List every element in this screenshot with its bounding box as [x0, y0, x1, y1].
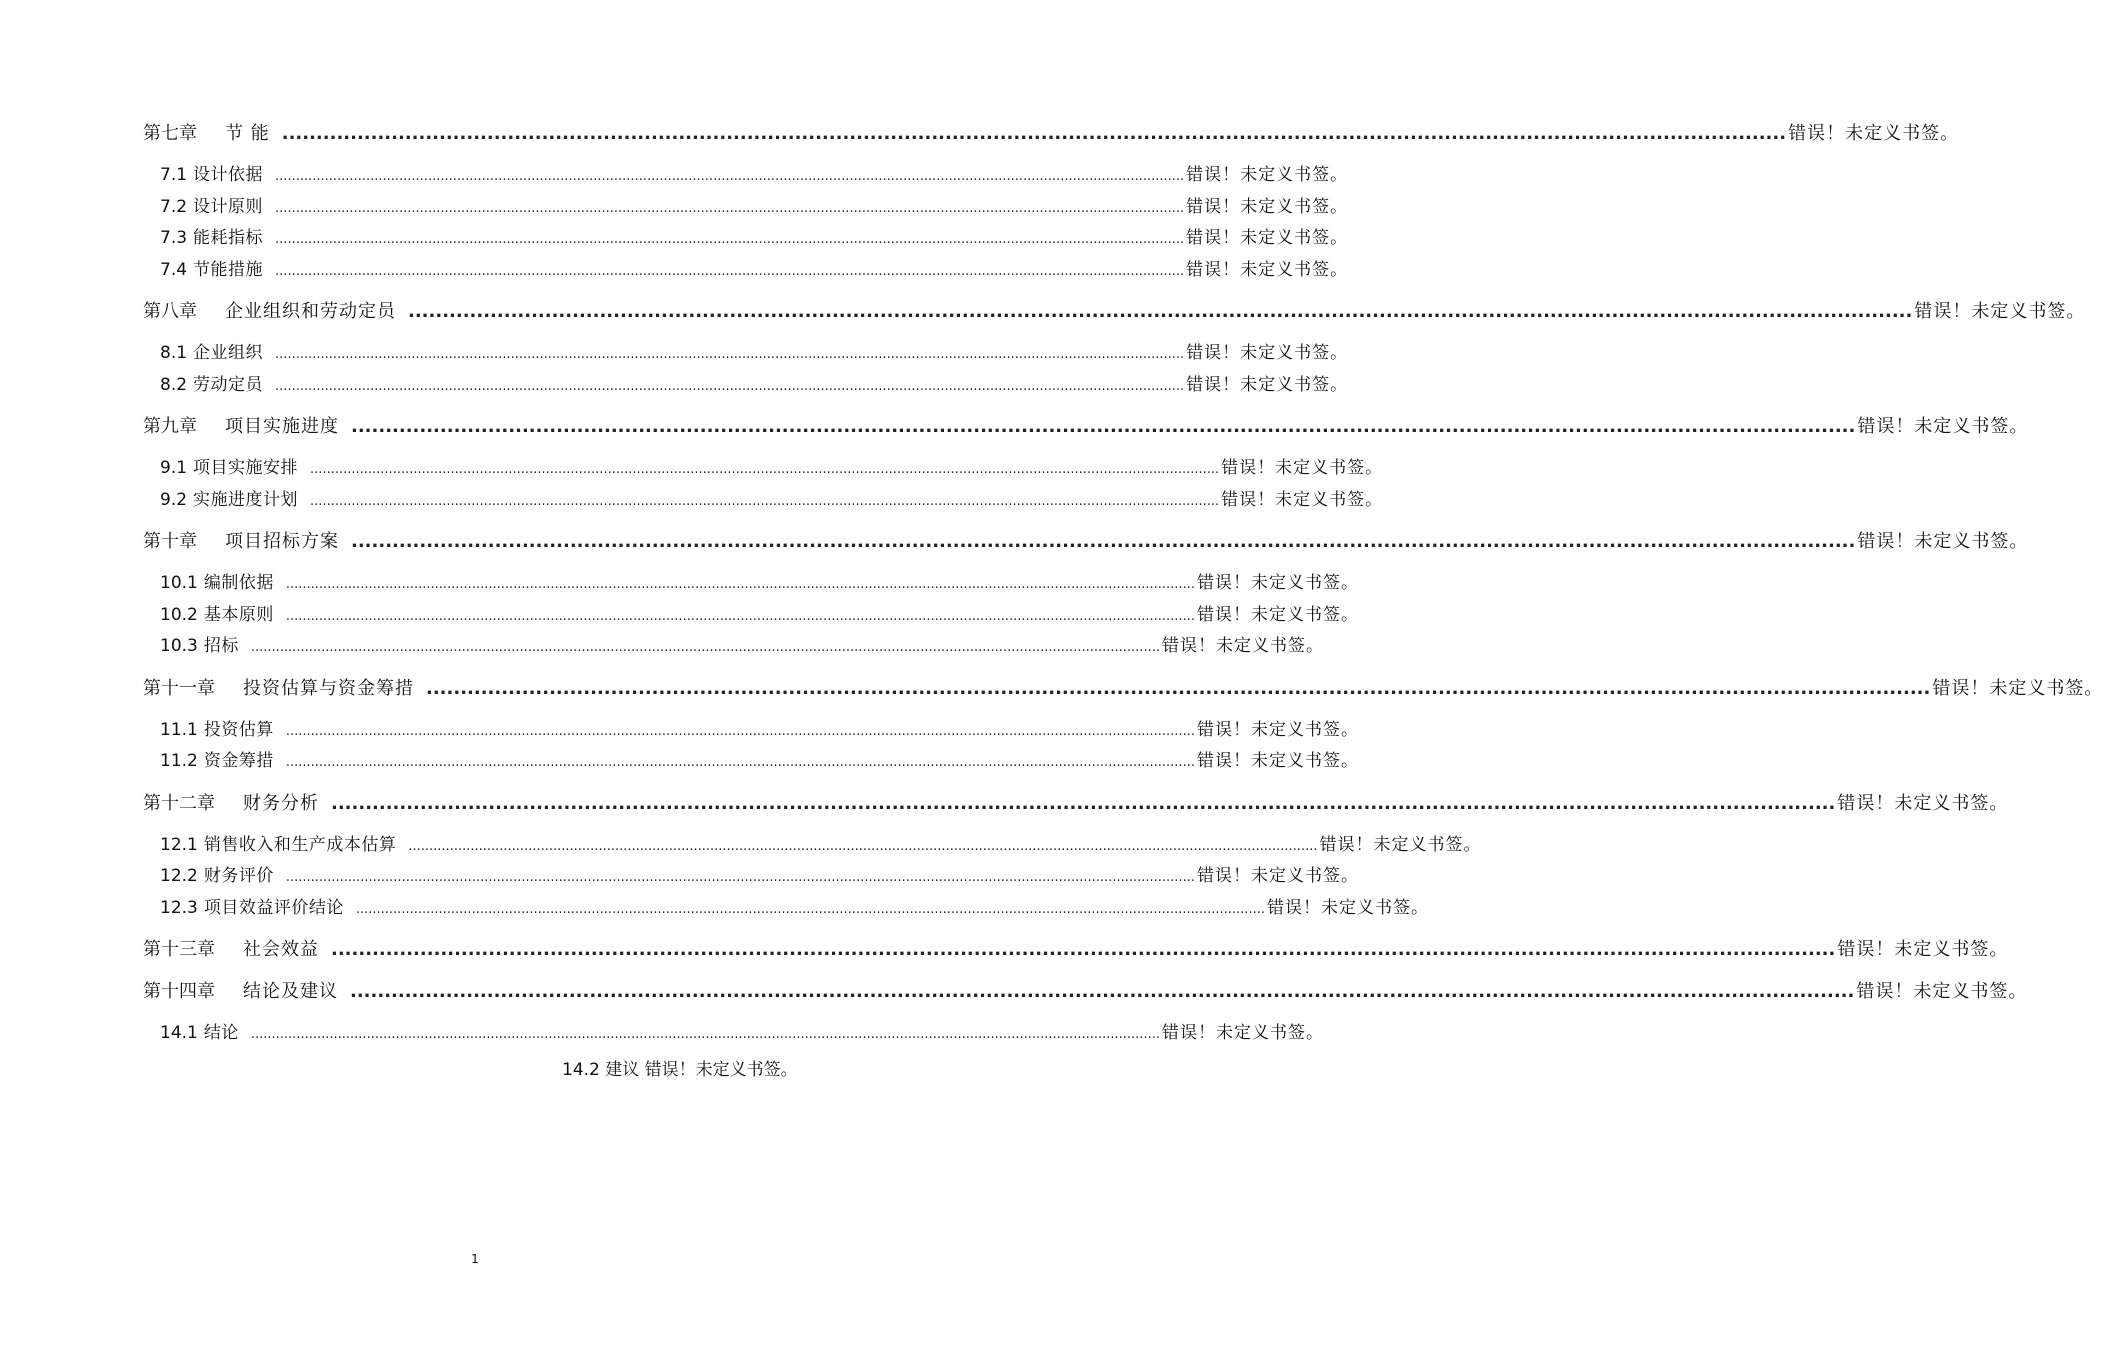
toc-entry-label [160, 631, 239, 663]
toc-entry-title: 财务分析 [243, 792, 319, 814]
toc-leader-dots: ............................................................................................................................................................................................................................ [275, 200, 1185, 216]
toc-leader-dots: ............................................................................................................................................................................................................................ [285, 608, 1195, 624]
toc-chapter-entry[interactable] [143, 296, 2086, 328]
toc-entry-label [143, 788, 319, 820]
toc-entry-number: 12.1 [160, 834, 198, 855]
toc-entry-label [143, 976, 338, 1008]
toc-entry-number: 11.1 [160, 719, 198, 740]
toc-page-reference: 错误！未定义书签。 [1221, 458, 1384, 478]
toc-page-reference: 错误！未定义书签。 [1186, 196, 1349, 217]
toc-entry-number: 第十四章 [143, 981, 215, 1002]
toc-entry-title: 编制依据 [203, 573, 274, 593]
toc-section-entry[interactable] [143, 600, 1359, 632]
toc-leader-dots: ............................................................................................................................................................................................................................ [285, 723, 1195, 739]
toc-entry-title: 投资估算与资金筹措 [243, 677, 414, 699]
toc-leader-dots: ............................................................................................................................................................................................................................ [285, 577, 1195, 592]
toc-section-entry[interactable] [143, 370, 1349, 402]
toc-entry-title: 项目效益评价结论 [203, 897, 344, 918]
toc-page-reference: 错误！未定义书签。 [1856, 981, 2028, 1002]
toc-chapter-entry[interactable] [143, 788, 2009, 820]
toc-leader-dots: ............................................................................................................................................................................................................................ [275, 347, 1185, 362]
toc-leader-dots: ............................................................................................................................................................................................................................ [275, 169, 1185, 184]
toc-entry-label [160, 485, 298, 517]
toc-section-entry[interactable] [143, 861, 1359, 893]
toc-entry-title: 节 能 [225, 123, 270, 144]
toc-entry-number: 第八章 [143, 301, 197, 322]
toc-section-entry[interactable] [143, 485, 1384, 517]
toc-entry-title: 投资估算 [203, 719, 274, 740]
toc-entry-number: 第十二章 [143, 792, 215, 814]
toc-section-entry[interactable] [143, 1018, 1324, 1050]
toc-entry-number: 第十一章 [143, 677, 215, 699]
toc-page-reference: 错误！未定义书签。 [1914, 301, 2086, 322]
toc-entry-label [160, 255, 263, 287]
toc-entry-number: 14.1 [160, 1023, 198, 1043]
toc-entry-number: 9.2 [160, 489, 188, 510]
toc-entry-number: 7.1 [160, 165, 188, 185]
toc-page-reference: 错误！未定义书签。 [1857, 531, 2029, 552]
toc-leader-dots: ............................................................................................................................................................................................................................ [408, 838, 1318, 854]
toc-page-reference: 错误！未定义书签。 [1196, 866, 1359, 886]
toc-entry-label [143, 526, 339, 558]
toc-entry-label [143, 673, 414, 705]
toc-leader-dots: ............................................................................................................................................................................................................................ [331, 792, 1836, 814]
toc-entry-label [160, 861, 274, 893]
toc-leader-dots: ............................................................................................................................................................................................................................ [355, 901, 1265, 917]
toc-leader-dots: ............................................................................................................................................................................................................................ [351, 416, 1856, 437]
toc-entry-label [143, 296, 396, 328]
toc-entry-label [143, 934, 319, 966]
toc-section-entry[interactable] [143, 893, 1429, 925]
toc-leader-dots: ............................................................................................................................................................................................................................ [275, 378, 1185, 394]
toc-entry-number: 11.2 [160, 751, 198, 771]
toc-entry-title: 基本原则 [203, 604, 274, 625]
toc-entry-label [160, 715, 274, 747]
toc-chapter-entry[interactable] [143, 673, 2103, 705]
toc-entry-title: 销售收入和生产成本估算 [203, 834, 397, 855]
toc-entry-number: 10.3 [160, 636, 198, 656]
toc-page-reference: 错误！未定义书签。 [1186, 343, 1349, 363]
toc-entry-title: 社会效益 [243, 939, 319, 960]
toc-entry-label [143, 411, 339, 443]
toc-page-reference: 错误！未定义书签。 [1196, 604, 1359, 625]
toc-entry-number: 第十章 [143, 531, 197, 552]
toc-entry-number: 10.2 [160, 604, 198, 625]
toc-chapter-entry[interactable] [143, 118, 1960, 150]
toc-leader-dots: ............................................................................................................................................................................................................................ [250, 1027, 1160, 1042]
toc-entry-label [160, 160, 263, 192]
toc-page-reference: 错误！未定义书签。 [1186, 259, 1349, 280]
toc-entry-number: 7.4 [160, 259, 188, 280]
toc-entry-number: 10.1 [160, 573, 198, 593]
toc-page-reference: 错误！未定义书签。 [1837, 939, 2009, 960]
toc-entry-title: 能耗指标 [193, 228, 264, 248]
toc-entry-number: 7.3 [160, 228, 188, 248]
toc-entry-label [160, 453, 298, 485]
toc-entry-title: 结论及建议 [243, 981, 338, 1002]
toc-chapter-entry[interactable] [143, 934, 2009, 966]
toc-entry-title: 企业组织 [193, 343, 264, 363]
toc-leader-dots: ............................................................................................................................................................................................................................ [426, 677, 1931, 699]
toc-section-entry[interactable] [143, 338, 1349, 370]
toc-section-entry[interactable] [143, 746, 1359, 778]
toc-page-reference: 错误！未定义书签。 [1837, 792, 2009, 814]
toc-entry-title: 劳动定员 [193, 374, 264, 395]
toc-leader-dots: ............................................................................................................................................................................................................................ [310, 493, 1220, 509]
toc-page-reference: 错误！未定义书签。 [1221, 489, 1384, 510]
toc-leader-dots: ............................................................................................................................................................................................................................ [281, 123, 1787, 144]
toc-entry-number: 8.2 [160, 374, 188, 395]
table-of-contents [143, 118, 2103, 1050]
toc-page-reference: 错误！未定义书签。 [1932, 677, 2103, 699]
toc-leader-dots: ............................................................................................................................................................................................................................ [285, 870, 1195, 885]
toc-section-entry[interactable] [143, 453, 1384, 485]
toc-entry-label [160, 830, 396, 862]
toc-entry-title: 实施进度计划 [193, 489, 299, 510]
toc-section-entry[interactable] [143, 192, 1349, 224]
toc-entry-number: 8.1 [160, 343, 188, 363]
toc-entry-label [160, 746, 274, 778]
page-number: 1 [471, 1252, 479, 1266]
toc-entry-title: 设计原则 [193, 196, 264, 217]
toc-entry-title: 结论 [203, 1023, 239, 1043]
toc-entry-title: 招标 [203, 636, 239, 656]
toc-leader-dots: ............................................................................................................................................................................................................................ [250, 640, 1160, 655]
toc-entry-number: 第七章 [143, 123, 197, 144]
toc-page-reference: 错误！未定义书签。 [1788, 123, 1960, 144]
toc-page-reference: 错误！未定义书签。 [1196, 719, 1359, 740]
toc-section-entry[interactable] [143, 715, 1359, 747]
toc-entry-title: 设计依据 [193, 165, 264, 185]
toc-entry-title: 财务评价 [203, 866, 274, 886]
toc-entry-title: 资金筹措 [203, 751, 274, 771]
toc-entry-label [160, 223, 263, 255]
toc-entry-title: 企业组织和劳动定员 [225, 301, 396, 322]
toc-entry-number: 12.2 [160, 866, 198, 886]
toc-entry-label [160, 568, 274, 600]
toc-leader-dots: ............................................................................................................................................................................................................................ [275, 232, 1185, 247]
toc-entry-label [143, 118, 270, 150]
toc-entry-number: 9.1 [160, 458, 188, 478]
toc-chapter-entry[interactable] [143, 976, 2028, 1008]
toc-entry-number: 7.2 [160, 196, 188, 217]
toc-section-entry[interactable] [143, 830, 1482, 862]
toc-chapter-entry[interactable] [143, 526, 2029, 558]
toc-page-reference: 错误！未定义书签。 [1196, 751, 1359, 771]
toc-page-reference: 错误！未定义书签。 [1857, 416, 2029, 437]
toc-entry-number: 第九章 [143, 416, 197, 437]
toc-page-reference: 错误！未定义书签。 [1186, 165, 1349, 185]
toc-entry-label [160, 600, 274, 632]
toc-section-entry[interactable] [143, 255, 1349, 287]
toc-entry-label [160, 893, 344, 925]
toc-entry-title: 节能措施 [193, 259, 264, 280]
toc-chapter-entry[interactable] [143, 411, 2029, 443]
toc-page-reference: 错误！未定义书签。 [1319, 834, 1482, 855]
toc-section-entry[interactable] [143, 160, 1349, 192]
toc-leader-dots: ............................................................................................................................................................................................................................ [408, 301, 1913, 322]
toc-entry-label [160, 370, 263, 402]
toc-entry-label [160, 338, 263, 370]
toc-page-reference: 错误！未定义书签。 [1161, 636, 1324, 656]
toc-entry-14-2[interactable]: 14.2 建议 错误！未定义书签。 [562, 1060, 798, 1080]
toc-entry-title: 项目实施进度 [225, 416, 339, 437]
toc-leader-dots: ............................................................................................................................................................................................................................ [350, 981, 1855, 1002]
toc-page-reference: 错误！未定义书签。 [1266, 897, 1429, 918]
toc-section-entry[interactable] [143, 568, 1359, 600]
toc-leader-dots: ............................................................................................................................................................................................................................ [285, 755, 1195, 770]
toc-entry-title: 项目实施安排 [193, 458, 299, 478]
toc-leader-dots: ............................................................................................................................................................................................................................ [351, 531, 1856, 552]
toc-entry-label [160, 192, 263, 224]
toc-entry-label [160, 1018, 239, 1050]
toc-page-reference: 错误！未定义书签。 [1186, 374, 1349, 395]
toc-page-reference: 错误！未定义书签。 [1196, 573, 1359, 593]
toc-page-reference: 错误！未定义书签。 [1161, 1023, 1324, 1043]
toc-section-entry[interactable] [143, 223, 1349, 255]
toc-leader-dots: ............................................................................................................................................................................................................................ [275, 263, 1185, 279]
toc-entry-number: 第十三章 [143, 939, 215, 960]
toc-entry-title: 项目招标方案 [225, 531, 339, 552]
toc-page-reference: 错误！未定义书签。 [1186, 228, 1349, 248]
toc-entry-number: 12.3 [160, 897, 198, 918]
toc-leader-dots: ............................................................................................................................................................................................................................ [331, 939, 1836, 960]
toc-leader-dots: ............................................................................................................................................................................................................................ [310, 462, 1220, 477]
toc-section-entry[interactable] [143, 631, 1324, 663]
